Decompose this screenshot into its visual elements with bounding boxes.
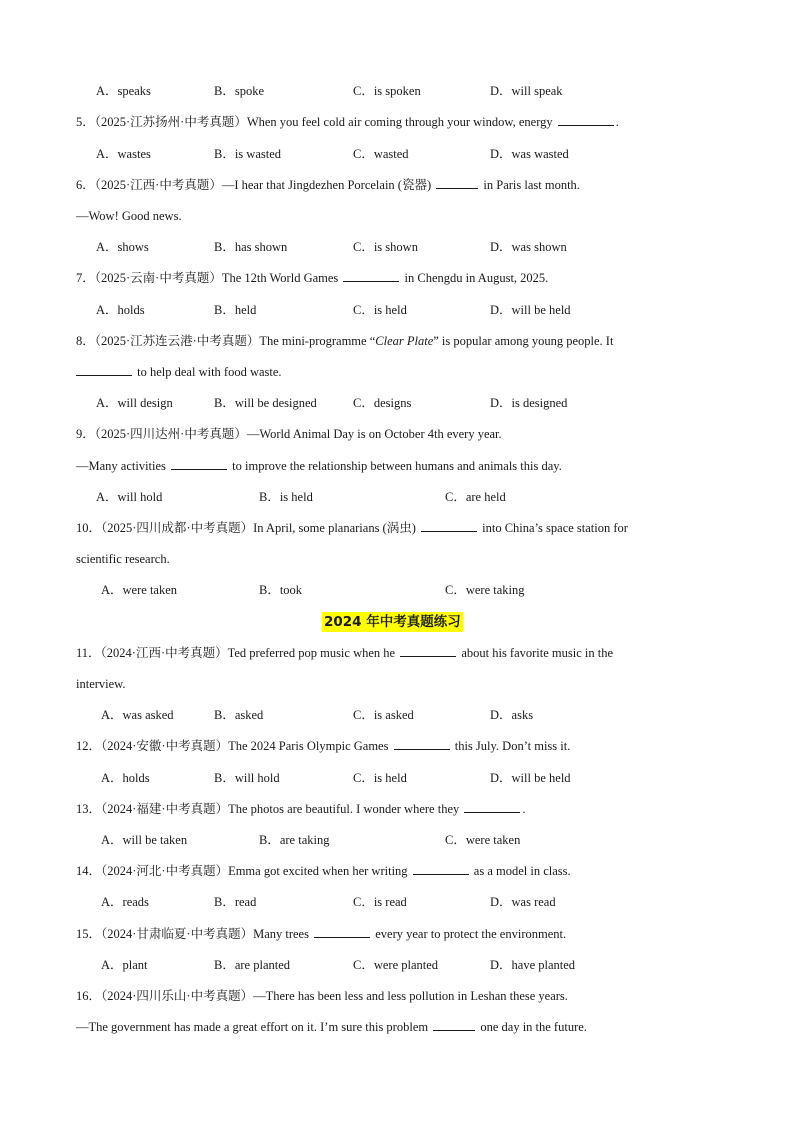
q12-option-d: D．will be held	[490, 771, 571, 785]
q15-stem-text: 15．（2024·甘肃临夏·中考真题）Many trees	[76, 927, 313, 941]
q16-reply-end: one day in the future.	[477, 1020, 587, 1034]
q11-stem-text: 11．（2024·江西·中考真题）Ted preferred pop music when he	[76, 646, 399, 660]
q13-option-b: B．are taking	[259, 833, 330, 847]
q15-option-c: C．were planted	[353, 958, 439, 972]
q9-option-a: A．will hold	[96, 490, 163, 504]
q9-reply	[76, 458, 562, 474]
q4-option-a: A．speaks	[96, 84, 151, 98]
q7-option-c: C．is held	[353, 303, 407, 317]
q8-option-a: A．will design	[96, 396, 173, 410]
q12-option-b: B．will hold	[214, 771, 280, 785]
q7-option-d: D．will be held	[490, 303, 571, 317]
answer-blank	[343, 270, 399, 282]
q5-stem-end: .	[615, 115, 619, 129]
q10-stem	[76, 520, 628, 536]
answer-blank	[433, 1019, 475, 1031]
q7-stem-text: 7．（2025·云南·中考真题）The 12th World Games	[76, 271, 342, 285]
q7-option-b: B．held	[214, 303, 257, 317]
q6-option-d: D．was shown	[490, 240, 567, 254]
q7-stem	[76, 270, 548, 286]
q15-option-a: A．plant	[101, 958, 148, 972]
q8-stem	[76, 333, 613, 349]
q14-stem	[76, 863, 571, 879]
answer-blank	[421, 520, 477, 532]
q10-option-c: C．were taking	[445, 583, 525, 597]
q10-option-b: B．took	[259, 583, 303, 597]
q15-stem-end: every year to protect the environment.	[372, 927, 567, 941]
q12-option-c: C．is held	[353, 771, 407, 785]
q11-stem	[76, 645, 613, 661]
q9-reply-end: to improve the relationship between humans and animals this day.	[229, 459, 562, 473]
answer-blank	[76, 364, 132, 376]
answer-blank	[413, 863, 469, 875]
q13-stem-end: .	[522, 802, 526, 816]
q13-option-a: A．will be taken	[101, 833, 188, 847]
q6-stem-end: in Paris last month.	[480, 178, 580, 192]
q4-option-c: C．is spoken	[353, 84, 421, 98]
q5-option-b: B．is wasted	[214, 147, 282, 161]
q14-option-c: C．is read	[353, 895, 407, 909]
q14-option-d: D．was read	[490, 895, 556, 909]
q9-option-b: B．is held	[259, 490, 313, 504]
q14-option-a: A．reads	[101, 895, 149, 909]
q11-stem-line2: interview.	[76, 677, 126, 691]
q6-option-a: A．shows	[96, 240, 149, 254]
q10-stem-text: 10．（2025·四川成都·中考真题）In April, some planarians (涡虫)	[76, 521, 420, 535]
section-heading: 2024 年中考真题练习	[324, 614, 461, 630]
q8-stem-end: ” is popular among young people. It	[433, 334, 614, 348]
q14-option-b: B．read	[214, 895, 257, 909]
q6-reply: —Wow! Good news.	[76, 209, 182, 223]
q11-option-a: A．was asked	[101, 708, 174, 722]
q8-option-c: C．designs	[353, 396, 412, 410]
q10-stem-line2: scientific research.	[76, 552, 170, 566]
q13-stem-text: 13．（2024·福建·中考真题）The photos are beautiful. I wonder where they	[76, 802, 463, 816]
q15-option-b: B．are planted	[214, 958, 291, 972]
answer-blank	[436, 177, 478, 189]
q16-reply-text: —The government has made a great effort on it. I’m sure this problem	[76, 1020, 432, 1034]
answer-blank	[464, 801, 520, 813]
q8-stem-text: 8．（2025·江苏连云港·中考真题）The mini-programme “	[76, 334, 376, 348]
answer-blank	[558, 114, 614, 126]
q6-stem-text: 6．（2025·江西·中考真题）—I hear that Jingdezhen Porcelain (瓷器)	[76, 178, 435, 192]
answer-blank	[400, 645, 456, 657]
q11-option-d: D．asks	[490, 708, 534, 722]
q11-stem-end: about his favorite music in the	[458, 646, 614, 660]
q4-option-b: B．spoke	[214, 84, 265, 98]
q11-option-c: C．is asked	[353, 708, 414, 722]
q16-stem: 16．（2024·四川乐山·中考真题）—There has been less and less pollution in Leshan these years.	[76, 989, 568, 1003]
q8-option-b: B．will be designed	[214, 396, 317, 410]
q12-stem	[76, 738, 570, 754]
q8-stem-line2	[76, 364, 282, 380]
q5-option-c: C．wasted	[353, 147, 409, 161]
answer-blank	[171, 458, 227, 470]
q8-programme-name: Clear Plate	[375, 334, 434, 348]
q4-option-d: D．will speak	[490, 84, 563, 98]
q9-reply-text: —Many activities	[76, 459, 170, 473]
q13-stem	[76, 801, 526, 817]
q6-option-b: B．has shown	[214, 240, 288, 254]
q10-stem-end: into China’s space station for	[479, 521, 628, 535]
q10-option-a: A．were taken	[101, 583, 178, 597]
q5-option-a: A．wastes	[96, 147, 151, 161]
q5-stem	[76, 114, 619, 130]
q9-option-c: C．are held	[445, 490, 506, 504]
q14-stem-end: as a model in class.	[470, 864, 571, 878]
q15-stem	[76, 926, 566, 942]
q6-stem	[76, 177, 580, 193]
q11-option-b: B．asked	[214, 708, 264, 722]
q6-option-c: C．is shown	[353, 240, 418, 254]
q14-stem-text: 14．（2024·河北·中考真题）Emma got excited when her writing	[76, 864, 411, 878]
q12-stem-end: this July. Don’t miss it.	[451, 739, 571, 753]
q5-stem-text: 5．（2025·江苏扬州·中考真题）When you feel cold air coming through your window, energy	[76, 115, 556, 129]
q12-stem-text: 12．（2024·安徽·中考真题）The 2024 Paris Olympic Games	[76, 739, 392, 753]
q8-option-d: D．is designed	[490, 396, 568, 410]
answer-blank	[314, 926, 370, 938]
q13-option-c: C．were taken	[445, 833, 521, 847]
q8-stem-line2-text: to help deal with food waste.	[134, 365, 282, 379]
q5-option-d: D．was wasted	[490, 147, 569, 161]
q15-option-d: D．have planted	[490, 958, 576, 972]
q12-option-a: A．holds	[101, 771, 150, 785]
q7-option-a: A．holds	[96, 303, 145, 317]
q7-stem-end: in Chengdu in August, 2025.	[401, 271, 549, 285]
q16-reply	[76, 1019, 587, 1035]
answer-blank	[394, 738, 450, 750]
q9-stem: 9．（2025·四川达州·中考真题）—World Animal Day is on October 4th every year.	[76, 427, 502, 441]
